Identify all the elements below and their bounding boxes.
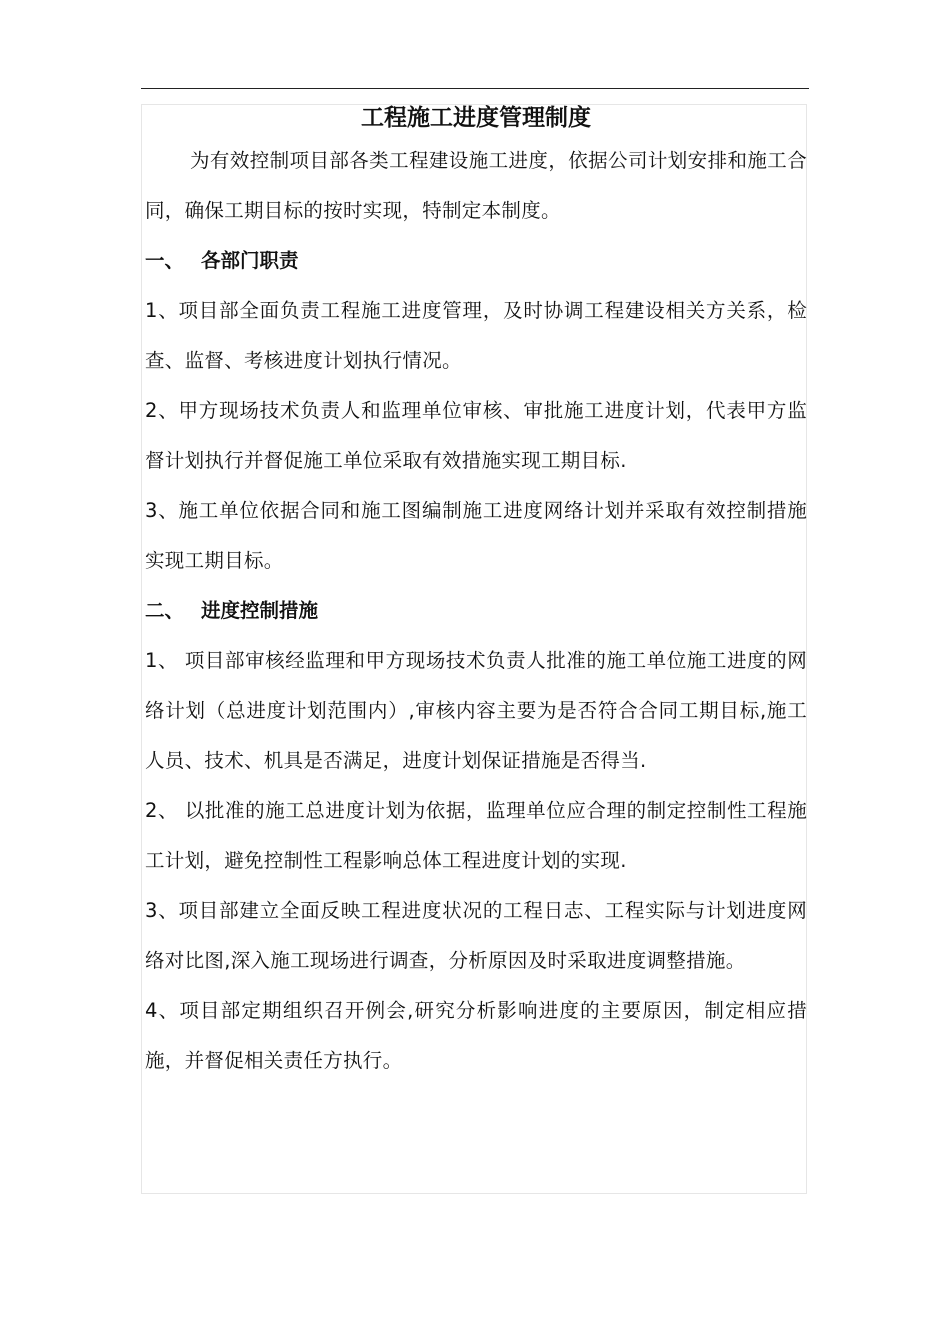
- section-heading-1: [145, 236, 807, 286]
- list-item: 1、项目部全面负责工程施工进度管理，及时协调工程建设相关方关系，检查、监督、考核进度计划执行情况。: [145, 299, 807, 372]
- section-heading-text: 各部门职责: [201, 249, 299, 272]
- section-heading-text: 进度控制措施: [201, 599, 319, 622]
- list-item: 2、 以批准的施工总进度计划为依据，监理单位应合理的制定控制性工程施工计划，避免控制性工程影响总体工程进度计划的实现.: [145, 799, 807, 872]
- list-item: 4、项目部定期组织召开例会,研究分析影响进度的主要原因，制定相应措施，并督促相关责任方执行。: [145, 999, 807, 1072]
- intro-paragraph: 为有效控制项目部各类工程建设施工进度，依据公司计划安排和施工合同，确保工期目标的按时实现，特制定本制度。: [145, 149, 807, 222]
- section-number: 一、: [145, 249, 185, 272]
- list-item: 1、 项目部审核经监理和甲方现场技术负责人批准的施工单位施工进度的网络计划（总进度计划范围内）,审核内容主要为是否符合合同工期目标,施工人员、技术、机具是否满足，进度计划保证措施是否得当.: [145, 649, 807, 772]
- header-rule: [141, 88, 809, 89]
- document-body: [145, 100, 807, 1086]
- list-item: 3、施工单位依据合同和施工图编制施工进度网络计划并采取有效控制措施实现工期目标。: [145, 499, 807, 572]
- list-item: 2、甲方现场技术负责人和监理单位审核、审批施工进度计划，代表甲方监督计划执行并督促施工单位采取有效措施实现工期目标.: [145, 399, 807, 472]
- section-number: 二、: [145, 599, 185, 622]
- section-heading-2: [145, 586, 807, 636]
- document-title: 工程施工进度管理制度: [361, 105, 591, 131]
- list-item: 3、项目部建立全面反映工程进度状况的工程日志、工程实际与计划进度网络对比图,深入施工现场进行调查，分析原因及时采取进度调整措施。: [145, 899, 807, 972]
